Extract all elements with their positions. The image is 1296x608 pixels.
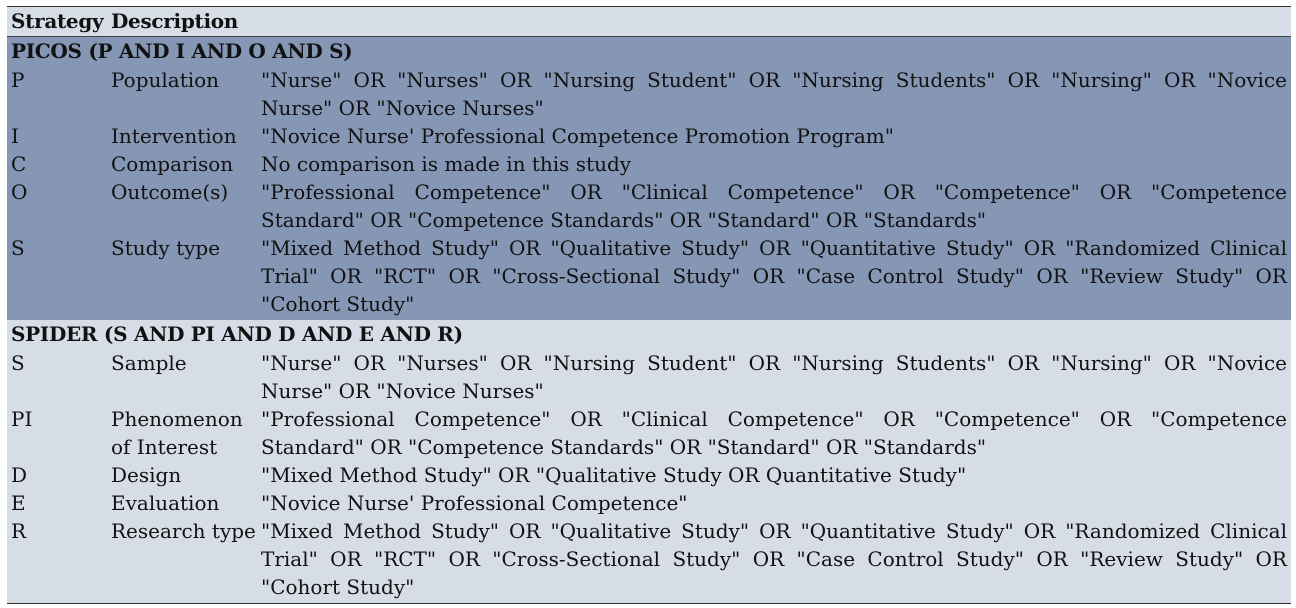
row-terms: "Nurse" OR "Nurses" OR "Nursing Student" OR "Nursing Students" OR "Nursing" OR "Novice Nurse" OR "Novice Nurses" [261,68,1287,120]
spider-title: SPIDER (S AND PI AND D AND E AND R) [11,322,463,346]
row-label: Evaluation [111,491,220,515]
row-code: PI [11,407,33,431]
table-row [7,461,1291,489]
row-label: Phenomenon of Interest [111,407,243,459]
row-terms: "Mixed Method Study" OR "Qualitative Study" OR "Quantitative Study" OR "Randomized Clinical Trial" OR "RCT" OR "Cross-Sectional Study" OR "Case Control Study" OR "Review Study" OR "Cohort Study" [261,236,1287,316]
table-row [7,122,1291,150]
row-label: Study type [111,236,221,260]
row-terms: "Nurse" OR "Nurses" OR "Nursing Student" OR "Nursing Students" OR "Nursing" OR "Novice Nurse" OR "Novice Nurses" [261,351,1287,403]
row-label: Outcome(s) [111,180,229,204]
row-label: Design [111,463,182,487]
row-label: Research type [111,519,256,543]
table-row [7,178,1291,234]
row-code: E [11,491,26,515]
row-code: P [11,68,25,92]
picos-section [7,37,1291,320]
row-code: S [11,236,25,260]
row-terms: "Mixed Method Study" OR "Qualitative Study OR Quantitative Study" [261,463,967,487]
table-row [7,150,1291,178]
row-code: O [11,180,28,204]
row-code: S [11,351,25,375]
table-header [7,7,1291,37]
row-label: Population [111,68,220,92]
row-code: R [11,519,27,543]
row-label: Intervention [111,124,237,148]
row-code: C [11,152,27,176]
table-row [7,405,1291,461]
row-terms: "Novice Nurse' Professional Competence Promotion Program" [261,124,894,148]
table-row [7,349,1291,405]
table-row [7,517,1291,601]
picos-title: PICOS (P AND I AND O AND S) [11,39,353,63]
row-label: Comparison [111,152,234,176]
row-terms: "Professional Competence" OR "Clinical Competence" OR "Competence" OR "Competence Standard" OR "Competence Standards" OR "Standard" OR "Standards" [261,407,1287,459]
row-terms: "Novice Nurse' Professional Competence" [261,491,688,515]
header-description: Description [111,9,239,33]
header-strategy: Strategy [11,9,104,33]
row-code: I [11,124,19,148]
spider-section [7,320,1291,603]
search-strategy-table [7,6,1291,604]
row-terms: No comparison is made in this study [261,152,632,176]
row-code: D [11,463,28,487]
row-terms: "Mixed Method Study" OR "Qualitative Study" OR "Quantitative Study" OR "Randomized Clinical Trial" OR "RCT" OR "Cross-Sectional Study" OR "Case Control Study" OR "Review Study" OR "Cohort Study" [261,519,1287,599]
row-label: Sample [111,351,187,375]
table-row [7,66,1291,122]
table-row [7,234,1291,318]
table-row [7,489,1291,517]
row-terms: "Professional Competence" OR "Clinical Competence" OR "Competence" OR "Competence Standard" OR "Competence Standards" OR "Standard" OR "Standards" [261,180,1287,232]
